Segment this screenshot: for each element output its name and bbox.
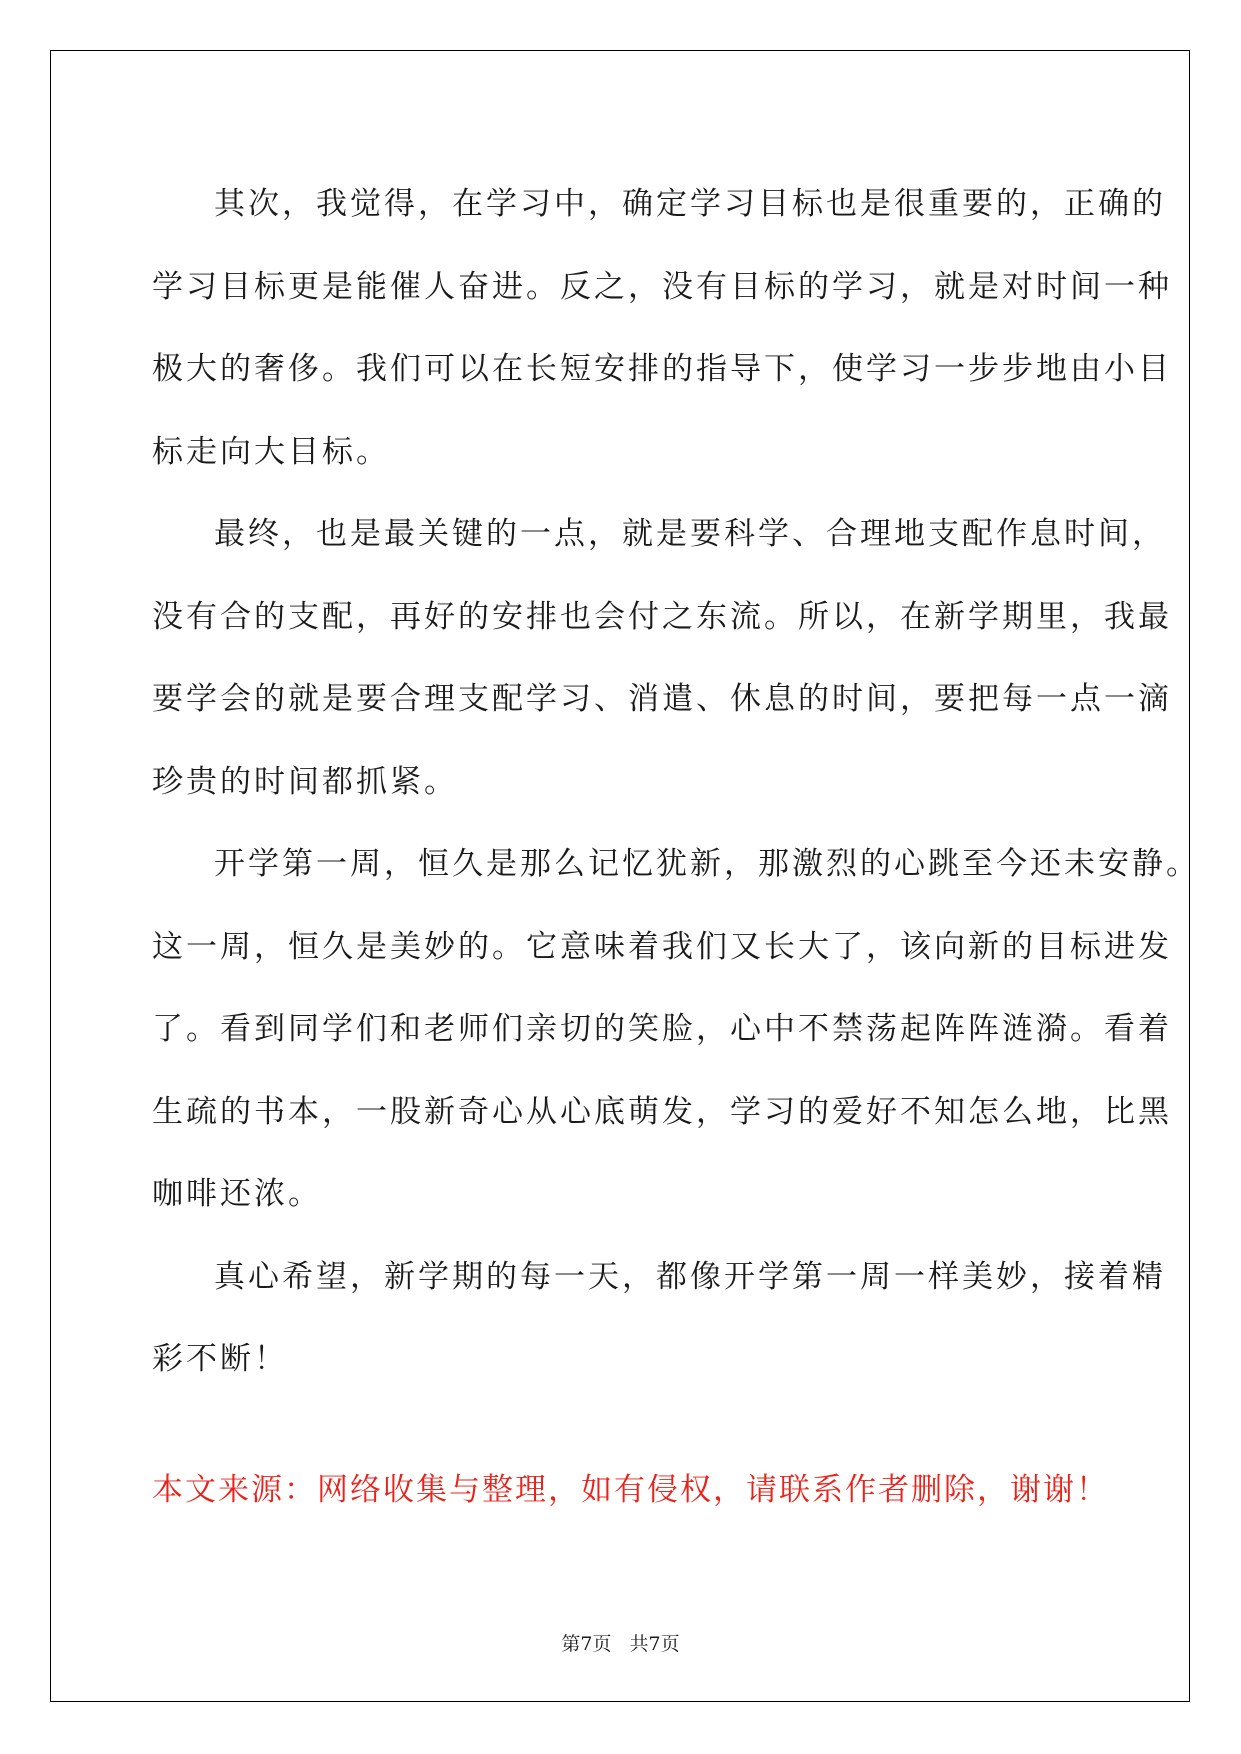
paragraph-line: 极大的奢侈。我们可以在长短安排的指导下，使学习一步步地由小目 xyxy=(152,351,1172,387)
paragraph-line: 这一周，恒久是美妙的。它意味着我们又长大了，该向新的目标进发 xyxy=(152,928,1172,965)
paragraph-line: 学习目标更是能催人奋进。反之，没有目标的学习，就是对时间一种 xyxy=(152,268,1172,305)
paragraph-line: 生疏的书本，一股新奇心从心底萌发，学习的爱好不知怎么地，比黑 xyxy=(152,1093,1172,1130)
paragraph-line: 咖啡还浓。 xyxy=(152,1176,322,1212)
page-footer xyxy=(0,1632,1241,1656)
paragraph-1 xyxy=(152,163,1172,493)
paragraph-line: 彩不断！ xyxy=(152,1341,288,1377)
paragraph-line: 最终，也是最关键的一点，就是要科学、合理地支配作息时间， xyxy=(214,516,1166,552)
paragraph-line: 开学第一周，恒久是那么记忆犹新，那激烈的心跳至今还未安静。 xyxy=(214,846,1200,882)
current-page-number: 第7页 xyxy=(561,1633,612,1655)
paragraph-line: 了。看到同学们和老师们亲切的笑脸，心中不禁荡起阵阵涟漪。看着 xyxy=(152,1011,1172,1047)
paragraph-line: 珍贵的时间都抓紧。 xyxy=(152,763,458,800)
paragraph-line: 其次，我觉得，在学习中，确定学习目标也是很重要的，正确的 xyxy=(214,186,1166,222)
paragraph-4 xyxy=(152,1236,1166,1401)
paragraph-line: 真心希望，新学期的每一天，都像开学第一周一样美妙，接着精 xyxy=(214,1258,1166,1295)
paragraph-2 xyxy=(152,493,1172,823)
total-page-count: 共7页 xyxy=(629,1633,680,1655)
paragraph-3 xyxy=(152,823,1200,1236)
paragraph-line: 要学会的就是要合理支配学习、消遣、休息的时间，要把每一点一滴 xyxy=(152,681,1172,717)
paragraph-line: 没有合的支配，再好的安排也会付之东流。所以，在新学期里，我最 xyxy=(152,598,1172,635)
document-body xyxy=(152,163,1200,1401)
source-note: 本文来源：网络收集与整理，如有侵权，请联系作者删除，谢谢！ xyxy=(152,1472,1109,1508)
paragraph-line: 标走向大目标。 xyxy=(152,433,390,470)
